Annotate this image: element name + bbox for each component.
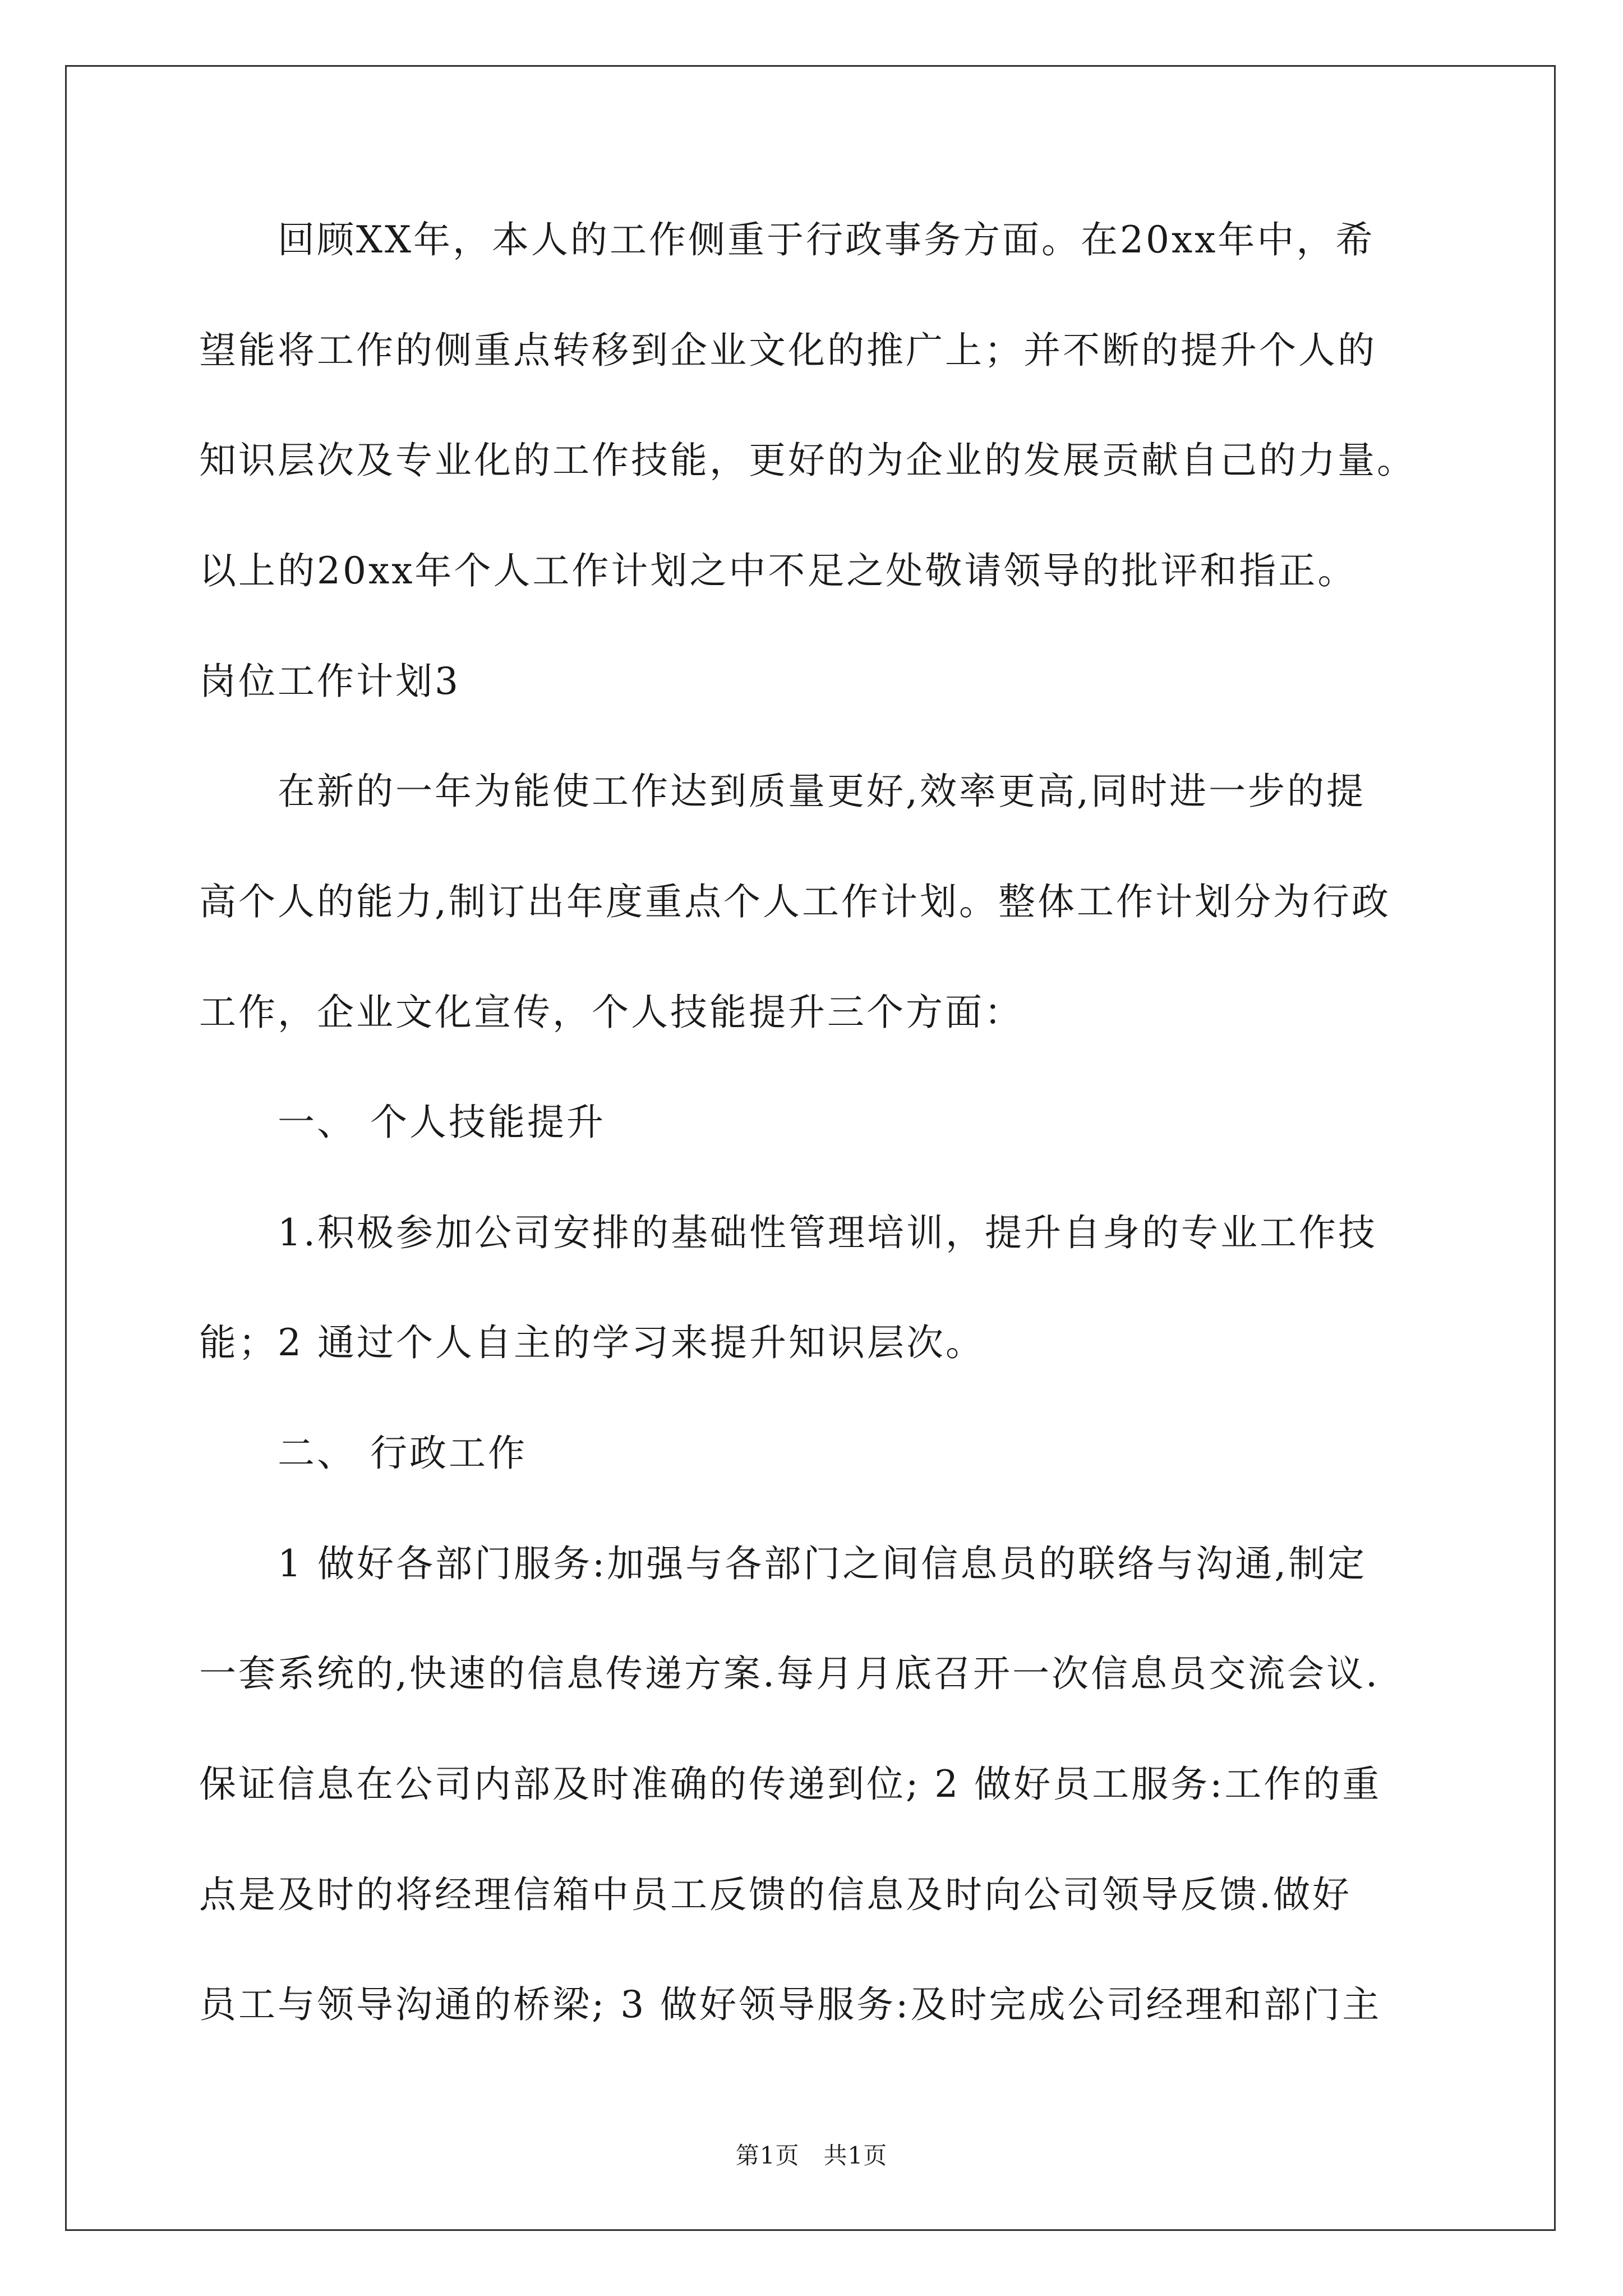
paragraph-line: 1.积极参加公司安排的基础性管理培训，提升自身的专业工作技 <box>278 1211 1377 1254</box>
paragraph-line: 高个人的能力,制订出年度重点个人工作计划。整体工作计划分为行政 <box>199 880 1391 923</box>
paragraph-line: 望能将工作的侧重点转移到企业文化的推广上；并不断的提升个人的 <box>199 329 1377 372</box>
paragraph-line: 能；2 通过个人自主的学习来提升知识层次。 <box>199 1321 985 1364</box>
paragraph-line: 点是及时的将经理信箱中员工反馈的信息及时向公司领导反馈.做好 <box>199 1873 1352 1916</box>
paragraph-line: 回顾XX年，本人的工作侧重于行政事务方面。在20xx年中，希 <box>278 218 1375 261</box>
page-number: 第1页 共1页 <box>735 2142 888 2169</box>
paragraph-line: 员工与领导沟通的桥梁; 3 做好领导服务:及时完成公司经理和部门主 <box>199 1983 1382 2026</box>
subsection-heading: 二、 行政工作 <box>278 1432 527 1475</box>
section-heading: 岗位工作计划3 <box>199 660 460 703</box>
paragraph-line: 以上的20xx年个人工作计划之中不足之处敬请领导的批评和指正。 <box>199 549 1357 592</box>
paragraph-line: 在新的一年为能使工作达到质量更好,效率更高,同时进一步的提 <box>278 770 1366 813</box>
paragraph-line: 一套系统的,快速的信息传递方案.每月月底召开一次信息员交流会议. <box>199 1652 1380 1695</box>
paragraph-line: 1 做好各部门服务:加强与各部门之间信息员的联络与沟通,制定 <box>278 1542 1367 1585</box>
paragraph-line: 保证信息在公司内部及时准确的传递到位; 2 做好员工服务:工作的重 <box>199 1763 1382 1806</box>
subsection-heading: 一、 个人技能提升 <box>278 1101 606 1144</box>
paragraph-line: 知识层次及专业化的工作技能，更好的为企业的发展贡献自己的力量。 <box>199 439 1416 482</box>
paragraph-line: 工作，企业文化宣传，个人技能提升三个方面： <box>199 991 1023 1034</box>
